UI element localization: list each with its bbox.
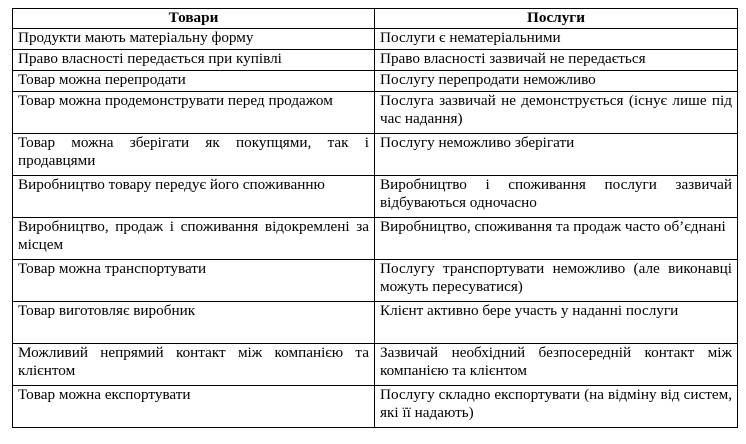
table-row (13, 176, 738, 218)
goods-cell: Товар можна експортувати (13, 386, 375, 428)
goods-cell: Виробництво, продаж і споживання відокремлені за місцем (13, 218, 375, 260)
services-cell: Право власності зазвичай не передається (375, 50, 738, 71)
services-cell: Зазвичай необхідний безпосередній контакт між компанією та клієнтом (375, 344, 738, 386)
table-row (13, 302, 738, 344)
table-row (13, 260, 738, 302)
goods-cell: Товар можна транспортувати (13, 260, 375, 302)
goods-cell: Виробництво товару передує його споживанню (13, 176, 375, 218)
goods-vs-services-table (12, 8, 738, 428)
table-row (13, 92, 738, 134)
table-row (13, 134, 738, 176)
table-row (13, 386, 738, 428)
services-cell: Послуги є нематеріальними (375, 29, 738, 50)
services-cell: Клієнт активно бере участь у наданні послуги (375, 302, 738, 344)
services-cell: Послугу перепродати неможливо (375, 71, 738, 92)
services-cell: Виробництво, споживання та продаж часто об’єднані (375, 218, 738, 260)
table-body (13, 29, 738, 428)
services-cell: Послугу неможливо зберігати (375, 134, 738, 176)
table-row (13, 71, 738, 92)
header-row (13, 9, 738, 29)
services-cell: Послугу складно експортувати (на відміну від систем, які її надають) (375, 386, 738, 428)
services-cell: Послуга зазвичай не демонструється (існує лише під час надання) (375, 92, 738, 134)
goods-cell: Товар можна зберігати як покупцями, так і продавцями (13, 134, 375, 176)
table-row (13, 50, 738, 71)
table-header (13, 9, 738, 29)
goods-cell: Товар можна перепродати (13, 71, 375, 92)
header-goods: Товари (13, 9, 375, 29)
goods-cell: Продукти мають матеріальну форму (13, 29, 375, 50)
goods-cell: Товар можна продемонструвати перед продажом (13, 92, 375, 134)
services-cell: Послугу транспортувати неможливо (але виконавці можуть пересуватися) (375, 260, 738, 302)
services-cell: Виробництво і споживання послуги зазвичай відбуваються одночасно (375, 176, 738, 218)
goods-cell: Право власності передається при купівлі (13, 50, 375, 71)
table-row (13, 218, 738, 260)
table-row (13, 344, 738, 386)
goods-cell: Можливий непрямий контакт між компанією та клієнтом (13, 344, 375, 386)
header-services: Послуги (375, 9, 738, 29)
goods-cell: Товар виготовляє виробник (13, 302, 375, 344)
table-row (13, 29, 738, 50)
